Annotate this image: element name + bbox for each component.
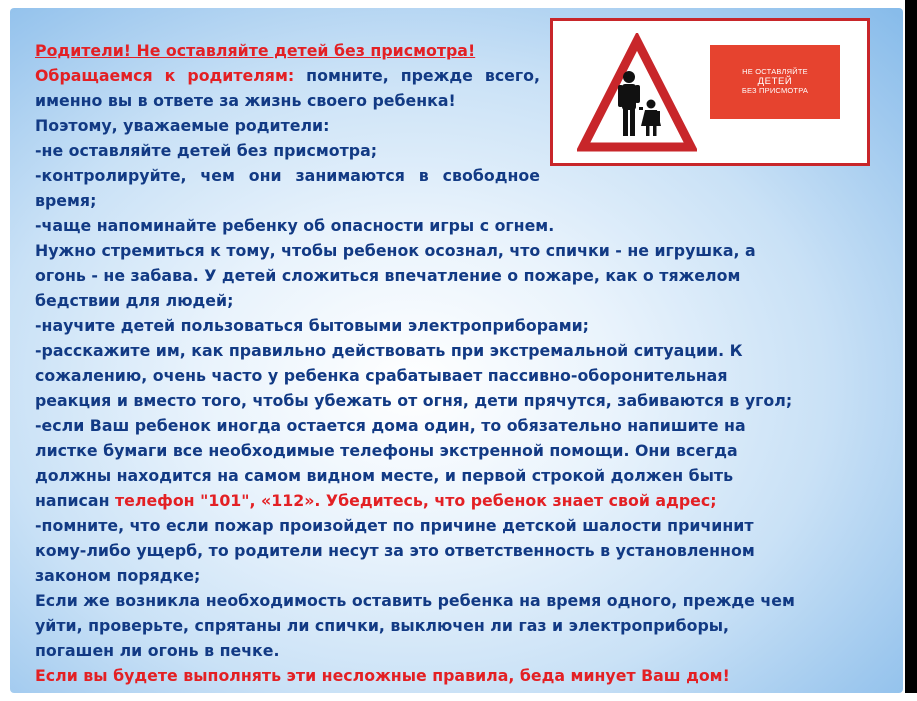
memo-line: -помните, что если пожар произойдет по причине детской шалости причинит bbox=[35, 516, 754, 535]
right-edge-bar bbox=[905, 0, 917, 701]
memo-line: бедствии для людей; bbox=[35, 291, 234, 310]
badge-line-1: НЕ ОСТАВЛЯЙТЕ bbox=[742, 66, 808, 76]
badge-line-2: ДЕТЕЙ bbox=[757, 75, 793, 87]
memo-text bbox=[35, 38, 865, 688]
memo-line: сожалению, очень часто у ребенка срабатывает пассивно-оборонительная bbox=[35, 366, 728, 385]
memo-appeal: Обращаемся к родителям: bbox=[35, 66, 295, 85]
memo-line: -чаще напоминайте ребенку об опасности игры с огнем. bbox=[35, 216, 555, 235]
memo-line: Нужно стремиться к тому, чтобы ребенок осознал, что спички - не игрушка, а bbox=[35, 241, 756, 260]
memo-line: должны находится на самом видном месте, и первой строкой должен быть bbox=[35, 466, 734, 485]
memo-line: законом порядке; bbox=[35, 566, 201, 585]
memo-line: время; bbox=[35, 191, 97, 210]
memo-line: именно вы в ответе за жизнь своего ребенка! bbox=[35, 91, 456, 110]
memo-line: уйти, проверьте, спрятаны ли спички, выключен ли газ и электроприборы, bbox=[35, 616, 730, 635]
memo-line: Поэтому, уважаемые родители: bbox=[35, 116, 330, 135]
memo-phone-numbers: телефон "101", «112». Убедитесь, что ребенок знает свой адрес; bbox=[115, 491, 717, 510]
memo-phone-intro: написан bbox=[35, 491, 115, 510]
memo-appeal-rest: помните, прежде всего, bbox=[294, 66, 540, 85]
bottom-edge bbox=[0, 693, 917, 701]
memo-line: листке бумаги все необходимые телефоны экстренной помощи. Они всегда bbox=[35, 441, 738, 460]
memo-line: -контролируйте, чем они занимаются в свободное bbox=[35, 166, 540, 185]
memo-line: -если Ваш ребенок иногда остается дома один, то обязательно напишите на bbox=[35, 416, 746, 435]
memo-line: реакция и вместо того, чтобы убежать от огня, дети прячутся, забиваются в угол; bbox=[35, 391, 793, 410]
memo-line bbox=[35, 488, 865, 513]
memo-line: -не оставляйте детей без присмотра; bbox=[35, 141, 378, 160]
memo-line: огонь - не забава. У детей сложиться впечатление о пожаре, как о тяжелом bbox=[35, 266, 741, 285]
memo-title: Родители! Не оставляйте детей без присмотра! bbox=[35, 41, 476, 60]
memo-closing: Если вы будете выполнять эти несложные правила, беда минует Ваш дом! bbox=[35, 666, 730, 685]
memo-line: -научите детей пользоваться бытовыми электроприборами; bbox=[35, 316, 589, 335]
badge-line-3: БЕЗ ПРИСМОТРА bbox=[741, 86, 809, 96]
memo-line: Если же возникла необходимость оставить ребенка на время одного, прежде чем bbox=[35, 591, 795, 610]
memo-line bbox=[35, 63, 540, 88]
memo-line: погашен ли огонь в печке. bbox=[35, 641, 280, 660]
memo-line: -расскажите им, как правильно действовать при экстремальной ситуации. К bbox=[35, 341, 743, 360]
memo-line: кому-либо ущерб, то родители несут за это ответственность в установленном bbox=[35, 541, 755, 560]
